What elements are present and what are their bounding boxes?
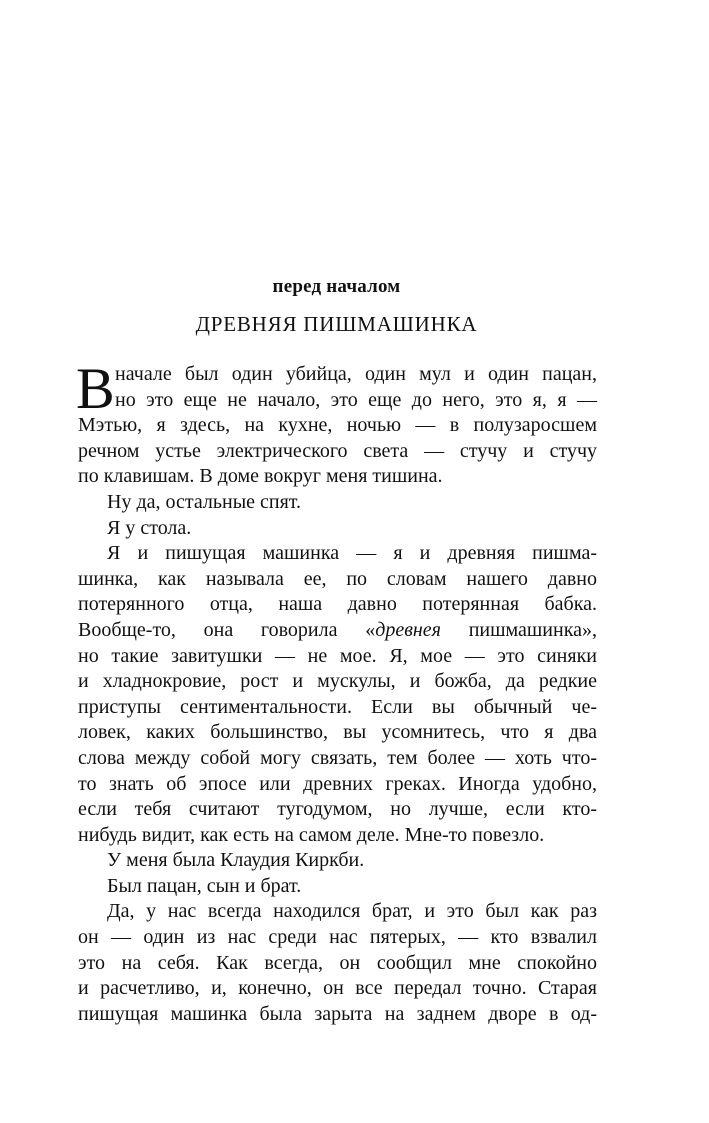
text-line: Да, у нас всегда находился брат, и это был как раз <box>107 900 597 923</box>
drop-cap: В <box>76 356 115 421</box>
text-line: Ну да, остальные спят. <box>107 490 302 513</box>
text-line: Я и пишущая машинка — я и древняя пишма- <box>107 542 597 565</box>
italic-word: древнея <box>375 618 441 641</box>
text-line: пишущая машинка была зарыта на заднем дворе в од- <box>78 1002 597 1025</box>
chapter-title: ДРЕВНЯЯ ПИШМАШИНКА <box>195 312 478 336</box>
text-line: речном устье электрического света — стучу и стучу <box>78 439 597 462</box>
text-line: и расчетливо, и, конечно, он все передал точно. Старая <box>78 977 597 1000</box>
text-line: приступы сентиментальности. Если вы обычный че- <box>78 695 597 718</box>
text-line: нибудь видит, как есть на самом деле. Мне-то повезло. <box>78 823 545 846</box>
text-line: Мэтью, я здесь, на кухне, ночью — в полузаросшем <box>78 414 597 437</box>
text-line: начале был один убийца, один мул и один пацан, <box>115 363 597 385</box>
body-text <box>76 356 597 1027</box>
text-line: по клавишам. В доме вокруг меня тишина. <box>78 465 443 488</box>
chapter-subtitle: перед началом <box>272 276 401 297</box>
text-line: У меня была Клаудия Киркби. <box>107 849 365 872</box>
text-line: то знать об эпосе или древних греках. Иногда удобно, <box>78 772 597 795</box>
text-line: но это еще не начало, это еще до него, это я, я — <box>115 388 597 411</box>
text-line: потерянного отца, наша давно потерянная бабка. <box>78 593 597 616</box>
text-line: это на себя. Как всегда, он сообщил мне спокойно <box>78 951 597 974</box>
text-line: ловек, каких большинство, вы усомнитесь, что я два <box>78 721 597 744</box>
text-line: шинка, как называла ее, по словам нашего давно <box>78 567 597 590</box>
text-line: но такие завитушки — не мое. Я, мое — это синяки <box>78 644 597 667</box>
text-line: слова между собой могу связать, тем более — хоть что- <box>78 746 597 769</box>
text-line: Вообще-то, она говорила «древнея пишмашинка», <box>78 618 597 641</box>
text-line: Был пацан, сын и брат. <box>107 874 302 897</box>
text-line: Я у стола. <box>107 516 192 539</box>
text-line: он — один из нас среди нас пятерых, — кто взвалил <box>78 926 597 949</box>
text-line: и хладнокровие, рост и мускулы, и божба, да редкие <box>78 670 597 693</box>
text-line: если тебя считают тугодумом, но лучше, если кто- <box>78 798 597 821</box>
